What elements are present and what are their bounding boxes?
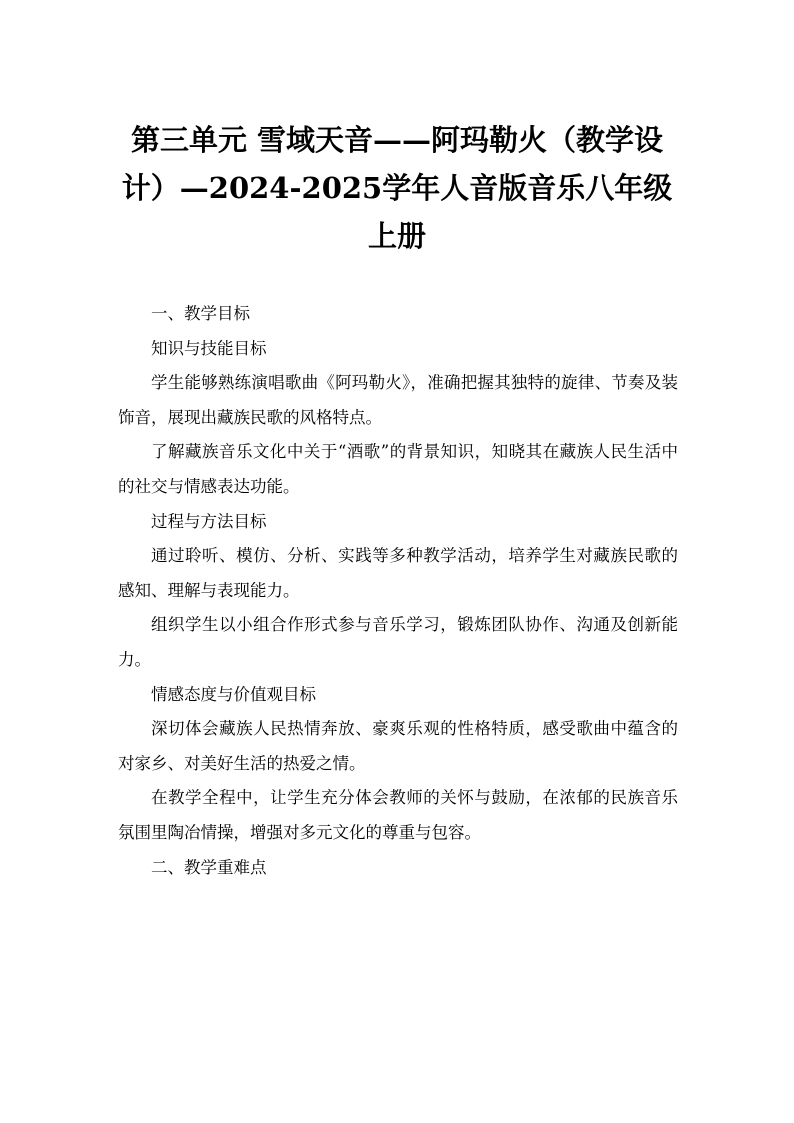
section-heading-key-points: 二、教学重难点 xyxy=(151,857,267,877)
section-heading-objectives: 一、教学目标 xyxy=(151,304,250,323)
paragraph: 学生能够熟练演唱歌曲《阿玛勒火》，准确把握其独特的旋律、节奏及装饰音，展现出藏族民歌的风格特点。 xyxy=(118,373,678,427)
document-title: 第三单元 雪域天音——阿玛勒火（教学设计）—2024-2025学年人音版音乐八年级上册 xyxy=(121,123,673,253)
paragraph: 通过聆听、模仿、分析、实践等多种教学活动，培养学生对藏族民歌的感知、理解与表现能力。 xyxy=(118,546,678,600)
paragraph: 组织学生以小组合作形式参与音乐学习，锻炼团队协作、沟通及创新能力。 xyxy=(118,615,678,669)
paragraph: 深切体会藏族人民热情奔放、豪爽乐观的性格特质，感受歌曲中蕴含的对家乡、对美好生活的热爱之情。 xyxy=(118,719,678,773)
subheading-process-methods: 过程与方法目标 xyxy=(151,511,267,531)
subheading-attitude-values: 情感态度与价值观目标 xyxy=(151,684,316,704)
document-body xyxy=(118,297,678,885)
paragraph: 了解藏族音乐文化中关于“酒歌”的背景知识，知晓其在藏族人民生活中的社交与情感表达功能。 xyxy=(118,442,678,496)
subheading-knowledge-skills: 知识与技能目标 xyxy=(151,338,267,358)
paragraph: 在教学全程中，让学生充分体会教师的关怀与鼓励，在浓郁的民族音乐氛围里陶冶情操，增强对多元文化的尊重与包容。 xyxy=(118,788,678,842)
